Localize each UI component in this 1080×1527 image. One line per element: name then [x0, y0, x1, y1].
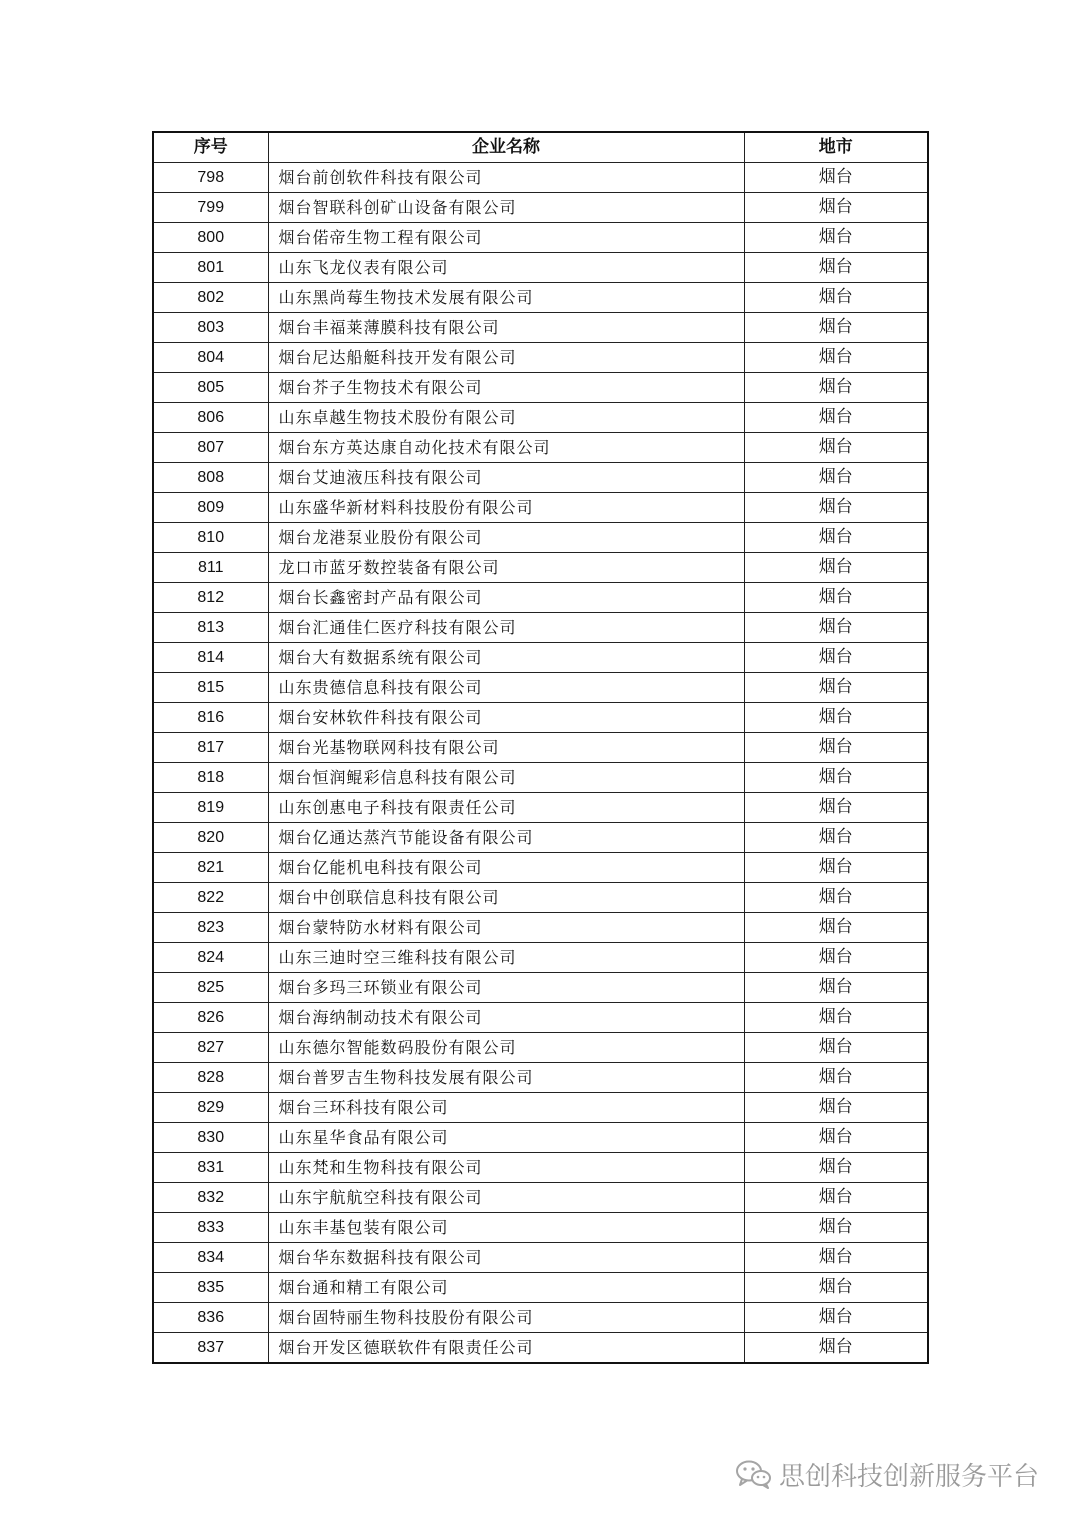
cell-company-name: 烟台三环科技有限公司	[268, 1093, 744, 1123]
table-row	[153, 493, 928, 523]
table-row	[153, 1033, 928, 1063]
cell-company-name: 山东梵和生物科技有限公司	[268, 1153, 744, 1183]
cell-serial-number: 800	[153, 223, 268, 253]
cell-city: 烟台	[744, 613, 928, 643]
cell-serial-number: 812	[153, 583, 268, 613]
cell-serial-number: 801	[153, 253, 268, 283]
cell-company-name: 烟台尼达船艇科技开发有限公司	[268, 343, 744, 373]
cell-company-name: 烟台丰福莱薄膜科技有限公司	[268, 313, 744, 343]
table-row	[153, 853, 928, 883]
cell-serial-number: 837	[153, 1333, 268, 1364]
table-row	[153, 823, 928, 853]
cell-company-name: 烟台中创联信息科技有限公司	[268, 883, 744, 913]
cell-company-name: 山东飞龙仪表有限公司	[268, 253, 744, 283]
cell-serial-number: 820	[153, 823, 268, 853]
cell-serial-number: 798	[153, 163, 268, 193]
cell-company-name: 烟台汇通佳仁医疗科技有限公司	[268, 613, 744, 643]
header-serial-number: 序号	[153, 132, 268, 163]
cell-company-name: 龙口市蓝牙数控装备有限公司	[268, 553, 744, 583]
table-row	[153, 733, 928, 763]
cell-serial-number: 815	[153, 673, 268, 703]
cell-serial-number: 809	[153, 493, 268, 523]
cell-serial-number: 830	[153, 1123, 268, 1153]
table-row	[153, 163, 928, 193]
table-row	[153, 763, 928, 793]
cell-serial-number: 833	[153, 1213, 268, 1243]
cell-city: 烟台	[744, 1183, 928, 1213]
cell-serial-number: 810	[153, 523, 268, 553]
cell-company-name: 山东卓越生物技术股份有限公司	[268, 403, 744, 433]
table-row	[153, 283, 928, 313]
wechat-icon	[735, 1459, 773, 1489]
cell-company-name: 烟台亿通达蒸汽节能设备有限公司	[268, 823, 744, 853]
cell-company-name: 山东三迪时空三维科技有限公司	[268, 943, 744, 973]
cell-company-name: 烟台恒润鲲彩信息科技有限公司	[268, 763, 744, 793]
cell-company-name: 烟台亿能机电科技有限公司	[268, 853, 744, 883]
table-row	[153, 1183, 928, 1213]
table-row	[153, 343, 928, 373]
cell-serial-number: 828	[153, 1063, 268, 1093]
cell-city: 烟台	[744, 973, 928, 1003]
cell-serial-number: 802	[153, 283, 268, 313]
cell-city: 烟台	[744, 883, 928, 913]
table-row	[153, 193, 928, 223]
table-row	[153, 313, 928, 343]
table-row	[153, 433, 928, 463]
cell-city: 烟台	[744, 283, 928, 313]
cell-city: 烟台	[744, 673, 928, 703]
cell-serial-number: 816	[153, 703, 268, 733]
cell-company-name: 烟台艾迪液压科技有限公司	[268, 463, 744, 493]
table-row	[153, 523, 928, 553]
table-row	[153, 1243, 928, 1273]
cell-company-name: 山东贵德信息科技有限公司	[268, 673, 744, 703]
table-row	[153, 1093, 928, 1123]
cell-city: 烟台	[744, 523, 928, 553]
table-row	[153, 1153, 928, 1183]
cell-city: 烟台	[744, 1123, 928, 1153]
cell-serial-number: 822	[153, 883, 268, 913]
cell-company-name: 烟台智联科创矿山设备有限公司	[268, 193, 744, 223]
cell-city: 烟台	[744, 1273, 928, 1303]
table-row	[153, 253, 928, 283]
cell-city: 烟台	[744, 703, 928, 733]
cell-serial-number: 807	[153, 433, 268, 463]
cell-company-name: 烟台华东数据科技有限公司	[268, 1243, 744, 1273]
cell-company-name: 烟台芥子生物技术有限公司	[268, 373, 744, 403]
table-row	[153, 793, 928, 823]
cell-city: 烟台	[744, 1243, 928, 1273]
cell-serial-number: 832	[153, 1183, 268, 1213]
cell-serial-number: 814	[153, 643, 268, 673]
cell-serial-number: 825	[153, 973, 268, 1003]
cell-city: 烟台	[744, 313, 928, 343]
cell-city: 烟台	[744, 1333, 928, 1364]
cell-company-name: 烟台普罗吉生物科技发展有限公司	[268, 1063, 744, 1093]
cell-serial-number: 821	[153, 853, 268, 883]
cell-company-name: 烟台大有数据系统有限公司	[268, 643, 744, 673]
cell-company-name: 烟台海纳制动技术有限公司	[268, 1003, 744, 1033]
cell-company-name: 烟台龙港泵业股份有限公司	[268, 523, 744, 553]
cell-company-name: 山东丰基包装有限公司	[268, 1213, 744, 1243]
table-row	[153, 1273, 928, 1303]
cell-city: 烟台	[744, 1033, 928, 1063]
table-row	[153, 673, 928, 703]
cell-city: 烟台	[744, 463, 928, 493]
table-row	[153, 1003, 928, 1033]
cell-company-name: 山东德尔智能数码股份有限公司	[268, 1033, 744, 1063]
cell-city: 烟台	[744, 1063, 928, 1093]
cell-serial-number: 806	[153, 403, 268, 433]
table-row	[153, 613, 928, 643]
table-row	[153, 583, 928, 613]
table-row	[153, 1213, 928, 1243]
table-row	[153, 913, 928, 943]
watermark	[735, 1458, 1039, 1490]
cell-serial-number: 799	[153, 193, 268, 223]
cell-serial-number: 826	[153, 1003, 268, 1033]
cell-city: 烟台	[744, 793, 928, 823]
header-city: 地市	[744, 132, 928, 163]
cell-city: 烟台	[744, 1213, 928, 1243]
cell-company-name: 烟台光基物联网科技有限公司	[268, 733, 744, 763]
cell-serial-number: 819	[153, 793, 268, 823]
table-row	[153, 1063, 928, 1093]
table-row	[153, 883, 928, 913]
cell-company-name: 烟台多玛三环锁业有限公司	[268, 973, 744, 1003]
table-row	[153, 943, 928, 973]
cell-city: 烟台	[744, 373, 928, 403]
cell-company-name: 烟台通和精工有限公司	[268, 1273, 744, 1303]
cell-city: 烟台	[744, 253, 928, 283]
table-row	[153, 403, 928, 433]
watermark-text: 思创科技创新服务平台	[779, 1461, 1040, 1492]
table-row	[153, 1123, 928, 1153]
cell-city: 烟台	[744, 943, 928, 973]
cell-serial-number: 831	[153, 1153, 268, 1183]
table-row	[153, 463, 928, 493]
cell-serial-number: 818	[153, 763, 268, 793]
cell-company-name: 烟台蒙特防水材料有限公司	[268, 913, 744, 943]
cell-serial-number: 827	[153, 1033, 268, 1063]
table-row	[153, 973, 928, 1003]
cell-company-name: 烟台安林软件科技有限公司	[268, 703, 744, 733]
table-row	[153, 1333, 928, 1364]
cell-company-name: 山东星华食品有限公司	[268, 1123, 744, 1153]
cell-serial-number: 835	[153, 1273, 268, 1303]
table-body	[153, 163, 928, 1364]
cell-city: 烟台	[744, 643, 928, 673]
cell-company-name: 烟台前创软件科技有限公司	[268, 163, 744, 193]
cell-city: 烟台	[744, 493, 928, 523]
cell-serial-number: 803	[153, 313, 268, 343]
cell-company-name: 烟台东方英达康自动化技术有限公司	[268, 433, 744, 463]
table-row	[153, 1303, 928, 1333]
cell-city: 烟台	[744, 403, 928, 433]
cell-company-name: 山东黑尚莓生物技术发展有限公司	[268, 283, 744, 313]
cell-city: 烟台	[744, 1093, 928, 1123]
cell-city: 烟台	[744, 1153, 928, 1183]
cell-city: 烟台	[744, 433, 928, 463]
cell-serial-number: 813	[153, 613, 268, 643]
cell-city: 烟台	[744, 343, 928, 373]
header-company-name: 企业名称	[268, 132, 744, 163]
cell-city: 烟台	[744, 553, 928, 583]
cell-serial-number: 836	[153, 1303, 268, 1333]
cell-company-name: 烟台固特丽生物科技股份有限公司	[268, 1303, 744, 1333]
table-row	[153, 643, 928, 673]
cell-serial-number: 805	[153, 373, 268, 403]
table-row	[153, 223, 928, 253]
cell-company-name: 烟台长鑫密封产品有限公司	[268, 583, 744, 613]
cell-company-name: 山东宇航航空科技有限公司	[268, 1183, 744, 1213]
cell-city: 烟台	[744, 163, 928, 193]
table-row	[153, 553, 928, 583]
cell-city: 烟台	[744, 913, 928, 943]
cell-company-name: 烟台偌帝生物工程有限公司	[268, 223, 744, 253]
cell-city: 烟台	[744, 223, 928, 253]
cell-city: 烟台	[744, 193, 928, 223]
cell-serial-number: 808	[153, 463, 268, 493]
cell-company-name: 山东创惠电子科技有限责任公司	[268, 793, 744, 823]
cell-serial-number: 823	[153, 913, 268, 943]
cell-serial-number: 804	[153, 343, 268, 373]
cell-serial-number: 824	[153, 943, 268, 973]
cell-city: 烟台	[744, 763, 928, 793]
cell-city: 烟台	[744, 583, 928, 613]
cell-city: 烟台	[744, 853, 928, 883]
cell-city: 烟台	[744, 1303, 928, 1333]
cell-serial-number: 834	[153, 1243, 268, 1273]
enterprise-table	[152, 131, 929, 1364]
cell-city: 烟台	[744, 733, 928, 763]
table-header-row	[153, 132, 928, 163]
cell-city: 烟台	[744, 1003, 928, 1033]
table-row	[153, 703, 928, 733]
table-row	[153, 373, 928, 403]
cell-company-name: 烟台开发区德联软件有限责任公司	[268, 1333, 744, 1364]
cell-serial-number: 829	[153, 1093, 268, 1123]
cell-city: 烟台	[744, 823, 928, 853]
cell-serial-number: 811	[153, 553, 268, 583]
cell-company-name: 山东盛华新材料科技股份有限公司	[268, 493, 744, 523]
cell-serial-number: 817	[153, 733, 268, 763]
